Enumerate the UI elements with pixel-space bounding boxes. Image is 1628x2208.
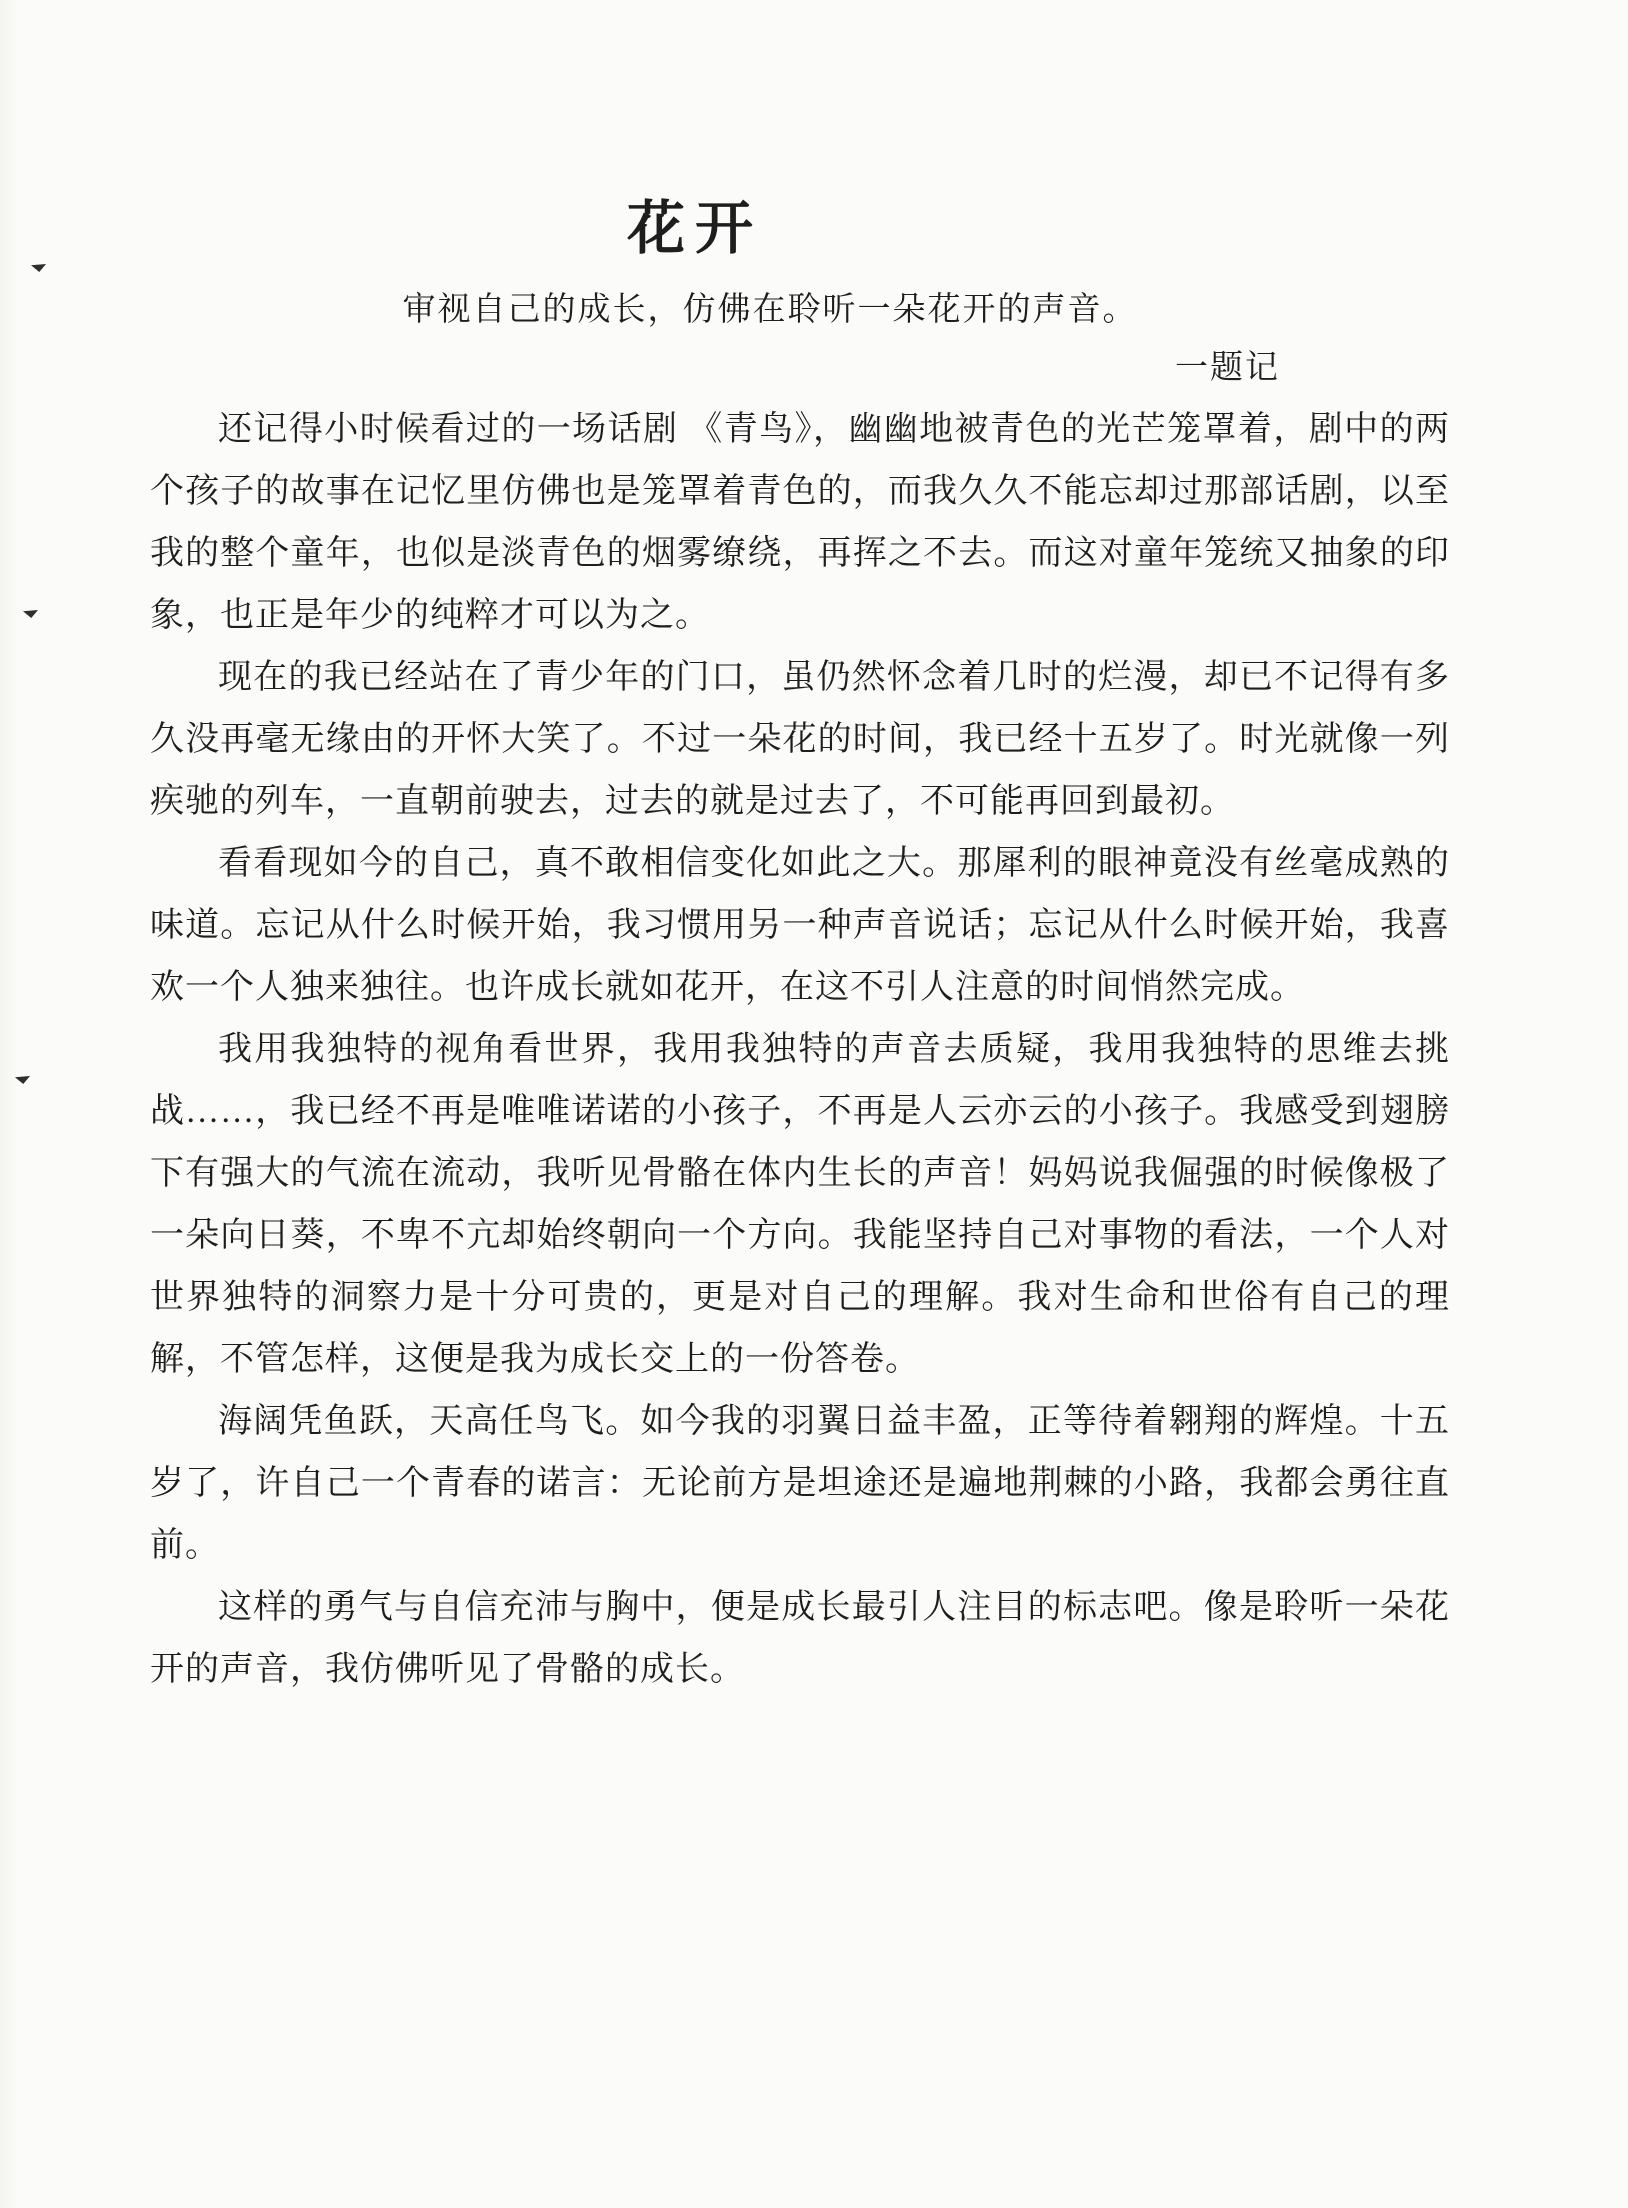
essay-epigraph: 审视自己的成长，仿佛在聆听一朵花开的声音。 <box>402 291 1138 328</box>
ink-mark <box>31 264 46 272</box>
essay-paragraph: 海阔凭鱼跃，天高任鸟飞。如今我的羽翼日益丰盈，正等待着翱翔的辉煌。十五岁了，许自己一个青春的诺言：无论前方是坦途还是遍地荆棘的小路，我都会勇往直前。 <box>150 1403 1450 1565</box>
essay-paragraph: 还记得小时候看过的一场话剧 《青鸟》，幽幽地被青色的光芒笼罩着，剧中的两个孩子的故事在记忆里仿佛也是笼罩着青色的，而我久久不能忘却过那部话剧，以至我的整个童年，也似是淡青色的烟雾缭绕，再挥之不去。而这对童年笼统又抽象的印象，也正是年少的纯粹才可以为之。 <box>150 411 1450 635</box>
ink-mark <box>23 610 38 618</box>
essay-title: 花开 <box>626 196 763 261</box>
essay-paragraph: 这样的勇气与自信充沛与胸中，便是成长最引人注目的标志吧。像是聆听一朵花开的声音，我仿佛听见了骨骼的成长。 <box>150 1589 1450 1689</box>
ink-mark <box>15 1076 30 1084</box>
essay-paragraph: 我用我独特的视角看世界，我用我独特的声音去质疑，我用我独特的思维去挑战……，我已经不再是唯唯诺诺的小孩子，不再是人云亦云的小孩子。我感受到翅膀下有强大的气流在流动，我听见骨骼在体内生长的声音！妈妈说我倔强的时候像极了一朵向日葵，不卑不亢却始终朝向一个方向。我能坚持自己对事物的看法，一个人对世界独特的洞察力是十分可贵的，更是对自己的理解。我对生命和世俗有自己的理解，不管怎样，这便是我为成长交上的一份答卷。 <box>150 1031 1450 1379</box>
essay-content <box>150 0 1450 1701</box>
epigraph-attribution: 一题记 <box>1175 349 1280 386</box>
essay-paragraph: 看看现如今的自己，真不敢相信变化如此之大。那犀利的眼神竟没有丝毫成熟的味道。忘记从什么时候开始，我习惯用另一种声音说话；忘记从什么时候开始，我喜欢一个人独来独往。也许成长就如花开，在这不引人注意的时间悄然完成。 <box>150 845 1450 1007</box>
essay-body <box>150 399 1450 1701</box>
essay-paragraph: 现在的我已经站在了青少年的门口，虽仍然怀念着几时的烂漫，却已不记得有多久没再毫无缘由的开怀大笑了。不过一朵花的时间，我已经十五岁了。时光就像一列疾驰的列车，一直朝前驶去，过去的就是过去了，不可能再回到最初。 <box>150 659 1450 821</box>
